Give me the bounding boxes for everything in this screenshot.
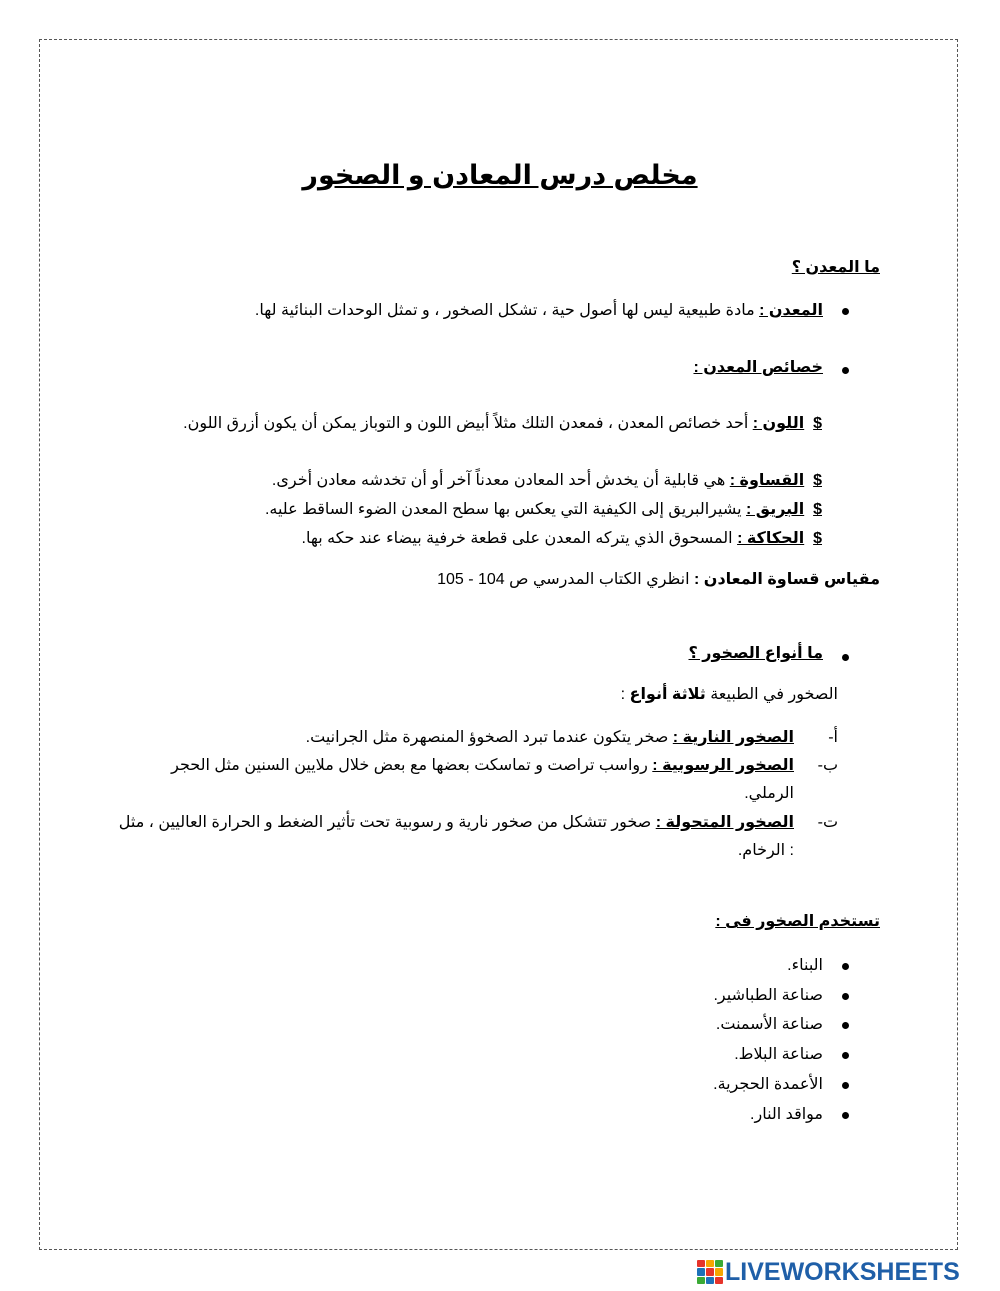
- logo-square: [715, 1277, 723, 1284]
- hardness-scale-label: مقياس قساوة المعادن :: [694, 571, 880, 588]
- rock-type-term: الصخور الرسوبية :: [652, 757, 794, 774]
- rock-type-term: الصخور المتحولة :: [655, 814, 794, 831]
- rock-type-metamorphic: [114, 809, 794, 865]
- bullet-dot: [842, 1112, 849, 1119]
- page-title: مخلص درس المعادن و الصخور: [302, 160, 698, 190]
- rock-type-sedimentary: [119, 752, 794, 808]
- bullet-dot: [842, 993, 849, 1000]
- bullet-dot: [842, 654, 849, 661]
- properties-heading: خصائص المعدن :: [693, 359, 823, 376]
- bullet-dot: [842, 308, 849, 315]
- mineral-definition-term: المعدن :: [759, 302, 823, 319]
- hardness-scale-text: انظري الكتاب المدرسي ص 104 - 105: [437, 571, 695, 588]
- rocks-intro-bold: ثلاثة أنواع: [629, 686, 706, 703]
- logo-square: [715, 1268, 723, 1275]
- rock-type-marker: أ-: [828, 729, 838, 746]
- property-term: القساوة :: [729, 472, 805, 489]
- rocks-intro-suffix: :: [620, 686, 630, 703]
- mineral-definition-text: مادة طبيعية ليس لها أصول حية ، تشكل الصخور ، و تمثل الوحدات البنائية لها.: [254, 302, 760, 319]
- property-text: هي قابلية أن يخدش أحد المعادن معدناً آخر أو أن تخدشه معادن أخرى.: [271, 472, 730, 489]
- property-marker: $: [813, 501, 822, 518]
- liveworksheets-logo[interactable]: [697, 1258, 960, 1286]
- bullet-dot: [842, 367, 849, 374]
- use-item: البناء.: [787, 957, 823, 974]
- property-marker: $: [813, 472, 822, 489]
- rocks-intro: [621, 681, 838, 708]
- property-color: [132, 410, 822, 438]
- logo-grid-icon: [697, 1260, 723, 1284]
- bullet-dot: [842, 1052, 849, 1059]
- property-marker: $: [813, 415, 822, 432]
- logo-square: [697, 1277, 705, 1284]
- use-item: مواقد النار.: [750, 1106, 823, 1123]
- bullet-dot: [842, 1022, 849, 1029]
- property-text: المسحوق الذي يتركه المعدن على قطعة خرفية بيضاء عند حكه بها.: [301, 530, 738, 547]
- property-hardness: [272, 467, 822, 494]
- property-streak: [302, 525, 822, 552]
- use-item: الأعمدة الحجرية.: [713, 1076, 823, 1093]
- logo-square: [706, 1268, 714, 1275]
- rock-type-marker: ت-: [817, 814, 838, 831]
- uses-heading: تستخدم الصخور فى :: [715, 913, 880, 930]
- rock-type-text: رواسب تراصت و تماسكت بعضها مع بعض خلال ملايين السنين مثل الحجر الرملي.: [171, 757, 794, 802]
- property-luster: [265, 496, 822, 523]
- mineral-heading: ما المعدن ؟: [791, 259, 880, 276]
- property-text: أحد خصائص المعدن ، فمعدن التلك مثلاً أبيض اللون و التوباز يمكن أن يكون أزرق اللون.: [183, 415, 753, 432]
- bullet-dot: [842, 963, 849, 970]
- rock-type-marker: ب-: [817, 757, 838, 774]
- property-marker: $: [813, 530, 822, 547]
- property-term: البريق :: [746, 501, 805, 518]
- use-item: صناعة البلاط.: [734, 1046, 823, 1063]
- rock-type-term: الصخور النارية :: [672, 729, 794, 746]
- property-term: الحكاكة :: [737, 530, 805, 547]
- rock-type-text: صخور تتشكل من صخور نارية و رسوبية تحت تأثير الضغط و الحرارة العاليين ، مثل : الرخام.: [118, 814, 794, 859]
- rock-type-igneous: [306, 724, 794, 751]
- property-term: اللون :: [752, 415, 805, 432]
- logo-square: [697, 1268, 705, 1275]
- rock-type-text: صخر يتكون عندما تبرد الصخوؤ المنصهرة مثل الجرانيت.: [305, 729, 673, 746]
- rocks-heading: ما أنواع الصخور ؟: [688, 645, 823, 662]
- logo-square: [697, 1260, 705, 1267]
- logo-square: [715, 1260, 723, 1267]
- bullet-dot: [842, 1082, 849, 1089]
- logo-text: LIVEWORKSHEETS: [725, 1257, 960, 1286]
- use-item: صناعة الأسمنت.: [715, 1016, 823, 1033]
- property-text: يشيرالبريق إلى الكيفية التي يعكس بها سطح المعدن الضوء الساقط عليه.: [264, 501, 747, 518]
- logo-square: [706, 1260, 714, 1267]
- use-item: صناعة الطباشير.: [713, 987, 823, 1004]
- hardness-scale: [437, 566, 880, 593]
- rocks-intro-prefix: الصخور في الطبيعة: [705, 686, 838, 703]
- mineral-definition: [255, 297, 823, 324]
- logo-square: [706, 1277, 714, 1284]
